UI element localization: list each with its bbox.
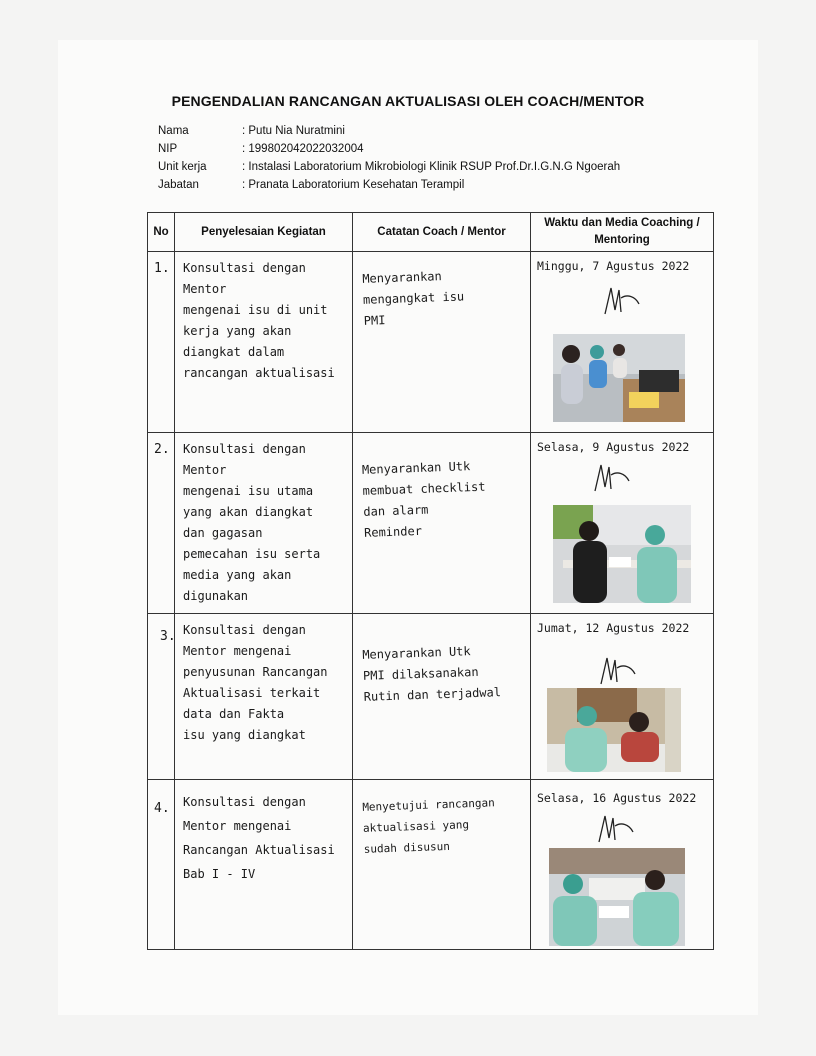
mentor-note: Menyetujui rancangan aktualisasi yang sudah disusun bbox=[362, 796, 495, 856]
session-date: Selasa, 16 Agustus 2022 bbox=[537, 791, 697, 805]
session-date: Selasa, 9 Agustus 2022 bbox=[537, 440, 690, 454]
header-no: No bbox=[148, 213, 175, 252]
info-label: Unit kerja bbox=[158, 161, 207, 173]
row-number: 3. bbox=[160, 629, 176, 644]
cell-kegiatan bbox=[175, 252, 353, 433]
mentor-note: Menyarankan Utk PMI dilaksanakan Rutin dan terjadwal bbox=[362, 644, 502, 704]
info-label: Jabatan bbox=[158, 179, 199, 191]
cell-catatan bbox=[353, 780, 531, 950]
info-value: : Instalasi Laboratorium Mikrobiologi Klinik RSUP Prof.Dr.I.G.N.G Ngoerah bbox=[242, 161, 621, 173]
info-label: NIP bbox=[158, 143, 178, 155]
header-catatan: Catatan Coach / Mentor bbox=[353, 213, 531, 252]
signature-mark bbox=[595, 812, 635, 848]
session-date: Jumat, 12 Agustus 2022 bbox=[537, 621, 690, 635]
meeting-photo bbox=[553, 334, 685, 422]
row-number: 1. bbox=[154, 261, 170, 276]
mentor-note: Menyarankan Utk membuat checklist dan alarm Reminder bbox=[361, 459, 486, 540]
cell-kegiatan bbox=[175, 780, 353, 950]
activity-text: Konsultasi dengan Mentor mengenai penyusunan Rancangan Aktualisasi terkait data dan Fakta isu yang diangkat bbox=[183, 623, 328, 742]
activity-text: Konsultasi dengan Mentor mengenai isu di unit kerja yang akan diangkat dalam rancangan aktualisasi bbox=[183, 261, 335, 380]
info-value: : Pranata Laboratorium Kesehatan Terampil bbox=[242, 179, 465, 191]
row-number: 2. bbox=[154, 442, 170, 457]
session-date: Minggu, 7 Agustus 2022 bbox=[537, 259, 690, 273]
cell-waktu bbox=[531, 614, 714, 780]
table-row bbox=[148, 614, 714, 780]
table-row bbox=[148, 433, 714, 614]
page-title: PENGENDALIAN RANCANGAN AKTUALISASI OLEH COACH/MENTOR bbox=[171, 93, 645, 109]
cell-no bbox=[148, 252, 175, 433]
meeting-photo bbox=[553, 505, 691, 603]
row-number: 4. bbox=[154, 801, 170, 816]
cell-waktu bbox=[531, 433, 714, 614]
cell-no bbox=[148, 433, 175, 614]
table-row bbox=[148, 780, 714, 950]
meeting-photo bbox=[549, 848, 685, 946]
signature-mark bbox=[597, 654, 637, 690]
info-label: Nama bbox=[158, 125, 189, 137]
info-value: : 199802042022032004 bbox=[242, 143, 364, 155]
cell-catatan bbox=[353, 614, 531, 780]
cell-kegiatan bbox=[175, 433, 353, 614]
header-waktu: Waktu dan Media Coaching / Mentoring bbox=[531, 213, 714, 252]
table-row bbox=[148, 252, 714, 433]
meeting-photo bbox=[547, 688, 681, 772]
cell-no bbox=[148, 614, 175, 780]
signature-mark bbox=[591, 461, 631, 497]
cell-waktu bbox=[531, 252, 714, 433]
cell-catatan bbox=[353, 252, 531, 433]
cell-kegiatan bbox=[175, 614, 353, 780]
table-header-row bbox=[148, 213, 714, 252]
cell-waktu bbox=[531, 780, 714, 950]
header-kegiatan: Penyelesaian Kegiatan bbox=[175, 213, 353, 252]
info-value: : Putu Nia Nuratmini bbox=[242, 125, 345, 137]
mentor-note: Menyarankan mengangkat isu PMI bbox=[362, 269, 465, 328]
signature-mark bbox=[601, 284, 641, 320]
cell-catatan bbox=[353, 433, 531, 614]
activity-text: Konsultasi dengan Mentor mengenai Rancangan Aktualisasi Bab I - IV bbox=[183, 795, 335, 881]
activity-text: Konsultasi dengan Mentor mengenai isu utama yang akan diangkat dan gagasan pemecahan isu serta media yang akan digunakan bbox=[183, 442, 321, 603]
coaching-table bbox=[147, 212, 714, 950]
cell-no bbox=[148, 780, 175, 950]
